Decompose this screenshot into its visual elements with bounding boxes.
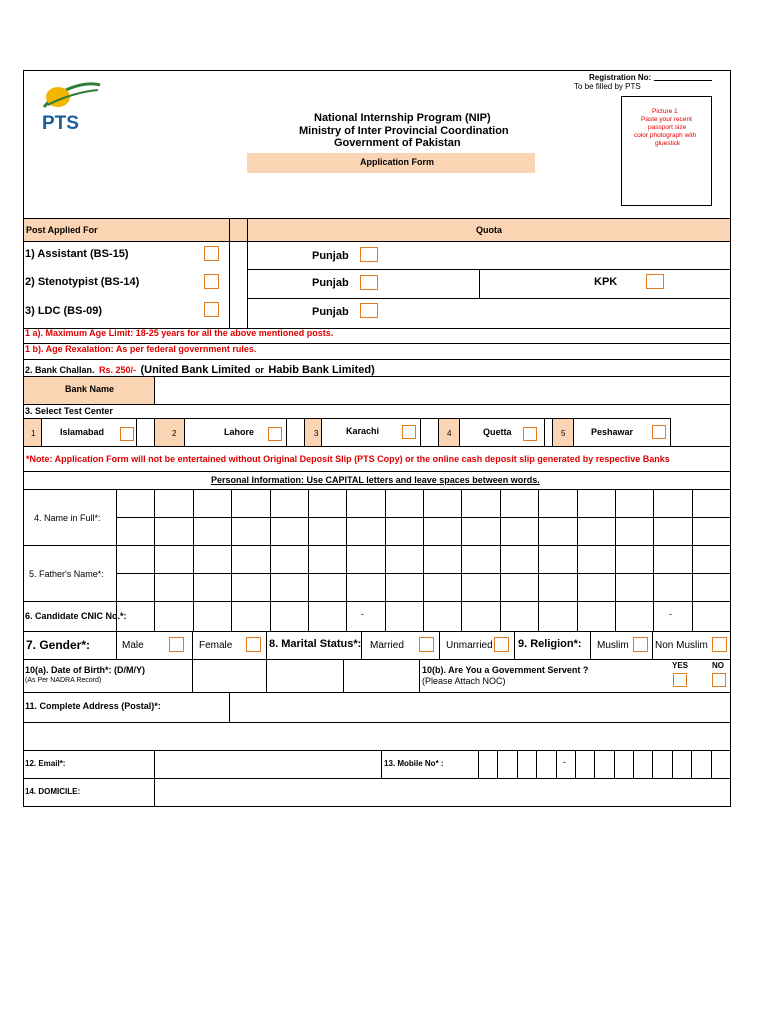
bank-challan-prefix: 2. Bank Challan.: [25, 365, 95, 375]
post-assistant-label: 1) Assistant (BS-15): [25, 248, 129, 260]
cnic-row-char-box[interactable]: [346, 601, 385, 632]
cnic-row-char-box[interactable]: [500, 601, 539, 632]
father-name-row-1-char-box[interactable]: [615, 545, 654, 574]
ministry-title: Ministry of Inter Provincial Coordination: [299, 125, 509, 137]
cnic-row-char-box[interactable]: [538, 601, 577, 632]
name-row-1-char-box[interactable]: [500, 489, 539, 518]
test-center-label: 3. Select Test Center: [25, 406, 113, 416]
post-applied-label: Post Applied For: [26, 225, 98, 235]
father-name-row-2-char-box[interactable]: [692, 573, 731, 602]
religion-non-muslim-checkbox[interactable]: [712, 637, 727, 652]
marital-unmarried-label: Unmarried: [446, 640, 493, 651]
gender-male-checkbox[interactable]: [169, 637, 184, 652]
name-row-2-char-box[interactable]: [653, 517, 692, 546]
father-name-row-2-char-box[interactable]: [154, 573, 193, 602]
center-2-num-cell: [155, 419, 184, 446]
cnic-row-char-box[interactable]: [615, 601, 654, 632]
father-name-row-1-char-box[interactable]: [385, 545, 424, 574]
religion-muslim-checkbox[interactable]: [633, 637, 648, 652]
center-karachi-checkbox[interactable]: [402, 425, 416, 439]
name-row-2-char-box[interactable]: [193, 517, 232, 546]
center-3-name: Karachi: [346, 426, 380, 436]
quota-label: Quota: [476, 225, 502, 235]
mobile-digit-box[interactable]: [633, 750, 653, 778]
father-name-row-2-char-box[interactable]: [653, 573, 692, 602]
program-title: National Internship Program (NIP): [314, 112, 491, 124]
post-ldc-checkbox[interactable]: [204, 302, 219, 317]
name-row-2-char-box[interactable]: [538, 517, 577, 546]
quota-punjab-1-checkbox[interactable]: [360, 247, 378, 262]
mobile-digit-box[interactable]: [672, 750, 692, 778]
marital-status-label: 8. Marital Status*:: [269, 638, 362, 650]
name-row-1-char-box[interactable]: [308, 489, 347, 518]
post-stenotypist-checkbox[interactable]: [204, 274, 219, 289]
bank-challan-banks-b: Habib Bank Limited: [268, 364, 372, 376]
father-name-row-1-char-box[interactable]: [538, 545, 577, 574]
gender-male-label: Male: [122, 640, 144, 651]
logo-text: PTS: [42, 113, 79, 134]
name-row-1-char-box[interactable]: [231, 489, 270, 518]
father-name-label: 5. Father's Name*:: [29, 569, 104, 579]
quota-punjab-2-label: Punjab: [312, 277, 349, 289]
gender-female-label: Female: [199, 640, 233, 651]
name-row-2-char-box[interactable]: [308, 517, 347, 546]
gender-female-checkbox[interactable]: [246, 637, 261, 652]
domicile-field[interactable]: [155, 779, 730, 806]
mobile-digit-box[interactable]: [575, 750, 595, 778]
father-name-row-1-char-box[interactable]: [270, 545, 309, 574]
cnic-row-char-box[interactable]: [577, 601, 616, 632]
center-4-name: Quetta: [483, 427, 512, 437]
name-row-2-char-box[interactable]: [231, 517, 270, 546]
dob-year-field[interactable]: [344, 660, 419, 691]
name-row-1-char-box[interactable]: [270, 489, 309, 518]
address-label: 11. Complete Address (Postal)*:: [25, 701, 161, 711]
father-name-row-2-char-box[interactable]: [193, 573, 232, 602]
father-name-row-2-char-box[interactable]: [116, 573, 155, 602]
post-stenotypist-label: 2) Stenotypist (BS-14): [25, 276, 140, 288]
domicile-label: 14. DOMICILE:: [25, 787, 81, 796]
cnic-dash-1: -: [361, 609, 364, 619]
father-name-row-1-char-box[interactable]: [653, 545, 692, 574]
cnic-label: 6. Candidate CNIC No.*:: [25, 611, 127, 621]
government-title: Government of Pakistan: [334, 137, 461, 149]
father-name-row-2-char-box[interactable]: [538, 573, 577, 602]
father-name-row-1-char-box[interactable]: [231, 545, 270, 574]
cnic-row-char-box[interactable]: [193, 601, 232, 632]
cnic-row-char-box[interactable]: [423, 601, 462, 632]
center-lahore-checkbox[interactable]: [268, 427, 282, 441]
name-label: 4. Name in Full*:: [34, 513, 101, 523]
post-ldc-label: 3) LDC (BS-09): [25, 305, 103, 317]
cnic-row-char-box[interactable]: [385, 601, 424, 632]
name-row-1-char-box[interactable]: [346, 489, 385, 518]
name-row-2-char-box[interactable]: [577, 517, 616, 546]
personal-info-heading: Personal Information: Use CAPITAL letters and leave spaces between words.: [211, 475, 540, 485]
mobile-digit-box[interactable]: [711, 750, 731, 778]
cnic-row-char-box[interactable]: [270, 601, 309, 632]
name-row-1-char-box[interactable]: [577, 489, 616, 518]
center-peshawar-checkbox[interactable]: [652, 425, 666, 439]
father-name-row-2-char-box[interactable]: [385, 573, 424, 602]
center-4-number: 4: [447, 429, 452, 438]
dob-month-field[interactable]: [267, 660, 343, 691]
cnic-row-char-box[interactable]: [116, 601, 155, 632]
bank-challan-amount: Rs. 250/-: [98, 365, 137, 375]
name-row-1-char-box[interactable]: [692, 489, 731, 518]
center-quetta-checkbox[interactable]: [523, 427, 537, 441]
dob-label: 10(a). Date of Birth*: (D/M/Y): [25, 665, 146, 675]
name-row-1-char-box[interactable]: [193, 489, 232, 518]
mobile-digit-box[interactable]: [478, 750, 498, 778]
quota-punjab-3-label: Punjab: [312, 306, 349, 318]
registration-field[interactable]: [654, 80, 712, 81]
name-row-2-char-box[interactable]: [270, 517, 309, 546]
marital-unmarried-checkbox[interactable]: [494, 637, 509, 652]
email-field[interactable]: [155, 751, 381, 777]
govt-no-label: NO: [712, 661, 724, 670]
mobile-digit-box[interactable]: [594, 750, 614, 778]
quota-punjab-1-label: Punjab: [312, 250, 349, 262]
cnic-row-char-box[interactable]: [692, 601, 731, 632]
father-name-row-1-char-box[interactable]: [500, 545, 539, 574]
email-label: 12. Email*:: [25, 759, 66, 768]
father-name-row-1-char-box[interactable]: [461, 545, 500, 574]
quota-kpk-label: KPK: [594, 276, 618, 288]
bank-challan-close: ): [371, 364, 375, 376]
name-row-1-char-box[interactable]: [423, 489, 462, 518]
center-3-num-cell: [305, 419, 321, 446]
name-row-1-char-box[interactable]: [461, 489, 500, 518]
father-name-row-2-char-box[interactable]: [270, 573, 309, 602]
bank-challan-or: or: [254, 365, 264, 375]
father-name-row-1-char-box[interactable]: [577, 545, 616, 574]
mobile-digit-box[interactable]: [614, 750, 634, 778]
mobile-digit-box[interactable]: [691, 750, 711, 778]
center-5-name: Peshawar: [591, 427, 634, 437]
quota-kpk-checkbox[interactable]: [646, 274, 664, 289]
govt-yes-checkbox[interactable]: [673, 673, 687, 687]
photo-instruction-5: gluestick: [655, 140, 681, 147]
father-name-row-2-char-box[interactable]: [577, 573, 616, 602]
marital-married-checkbox[interactable]: [419, 637, 434, 652]
name-row-1-char-box[interactable]: [538, 489, 577, 518]
center-1-number: 1: [31, 429, 36, 438]
father-name-row-2-char-box[interactable]: [615, 573, 654, 602]
center-5-number: 5: [561, 429, 566, 438]
age-relaxation-note: 1 b). Age Rexalation: As per federal government rules.: [25, 344, 257, 354]
age-limit-note: 1 a). Maximum Age Limit: 18-25 years for all the above mentioned posts.: [25, 328, 334, 338]
pts-logo: [40, 75, 110, 137]
father-name-row-1-char-box[interactable]: [154, 545, 193, 574]
mobile-digit-box[interactable]: [536, 750, 556, 778]
name-row-2-char-box[interactable]: [500, 517, 539, 546]
application-form: [23, 70, 731, 807]
form-title: Application Form: [360, 157, 434, 167]
cnic-dash-2: -: [669, 609, 672, 619]
center-2-name: Lahore: [224, 427, 255, 437]
father-name-row-1-char-box[interactable]: [423, 545, 462, 574]
father-name-row-2-char-box[interactable]: [423, 573, 462, 602]
name-row-2-char-box[interactable]: [385, 517, 424, 546]
father-name-row-1-char-box[interactable]: [692, 545, 731, 574]
bank-challan-banks-a: (United Bank Limited: [140, 364, 251, 376]
bank-name-label: Bank Name: [65, 384, 115, 394]
center-islamabad-checkbox[interactable]: [120, 427, 134, 441]
father-name-row-2-char-box[interactable]: [231, 573, 270, 602]
father-name-row-1-char-box[interactable]: [116, 545, 155, 574]
center-2-number: 2: [172, 429, 177, 438]
govt-no-checkbox[interactable]: [712, 673, 726, 687]
mobile-dash: -: [563, 757, 566, 767]
father-name-row-2-char-box[interactable]: [461, 573, 500, 602]
registration-label: Registration No:: [589, 73, 652, 82]
mobile-digit-box[interactable]: [652, 750, 672, 778]
father-name-row-1-char-box[interactable]: [308, 545, 347, 574]
mobile-label: 13. Mobile No* :: [384, 759, 444, 768]
cnic-row-char-box[interactable]: [154, 601, 193, 632]
name-row-2-char-box[interactable]: [346, 517, 385, 546]
govt-servant-note: (Please Attach NOC): [422, 676, 506, 686]
cnic-row-char-box[interactable]: [653, 601, 692, 632]
name-row-1-char-box[interactable]: [116, 489, 155, 518]
address-field-line-2[interactable]: [24, 723, 730, 750]
religion-label: 9. Religion*:: [518, 638, 582, 650]
registration-note: To be filled by PTS: [574, 82, 641, 91]
center-3-number: 3: [314, 429, 319, 438]
father-name-row-1-char-box[interactable]: [346, 545, 385, 574]
father-name-row-1-char-box[interactable]: [193, 545, 232, 574]
name-row-1-char-box[interactable]: [615, 489, 654, 518]
gender-label: 7. Gender*:: [26, 638, 91, 652]
quota-punjab-3-checkbox[interactable]: [360, 303, 378, 318]
name-row-2-char-box[interactable]: [615, 517, 654, 546]
name-row-2-char-box[interactable]: [116, 517, 155, 546]
center-1-name: Islamabad: [60, 427, 105, 437]
bank-name-field[interactable]: [155, 377, 730, 404]
marital-married-label: Married: [370, 640, 404, 651]
cnic-row-char-box[interactable]: [308, 601, 347, 632]
address-field-line-1[interactable]: [230, 693, 730, 722]
name-row-1-char-box[interactable]: [385, 489, 424, 518]
mobile-digit-box[interactable]: [556, 750, 576, 778]
govt-servant-label: 10(b). Are You a Government Servent ?: [422, 665, 589, 675]
photo-instruction-1: Picture 1: [652, 108, 678, 115]
mobile-digit-box[interactable]: [517, 750, 537, 778]
name-row-2-char-box[interactable]: [692, 517, 731, 546]
dob-day-field[interactable]: [193, 660, 266, 691]
name-row-2-char-box[interactable]: [154, 517, 193, 546]
post-header-bar: [24, 219, 730, 241]
deposit-slip-note: *Note: Application Form will not be entertained without Original Deposit Slip (PTS Copy) or the online cash deposit slip generated by respective Banks: [26, 454, 670, 464]
pts-logo-icon: [40, 75, 110, 115]
father-name-row-2-char-box[interactable]: [308, 573, 347, 602]
cnic-row-char-box[interactable]: [461, 601, 500, 632]
name-row-1-char-box[interactable]: [154, 489, 193, 518]
name-row-1-char-box[interactable]: [653, 489, 692, 518]
mobile-digit-box[interactable]: [497, 750, 517, 778]
father-name-row-2-char-box[interactable]: [500, 573, 539, 602]
dob-note: (As Per NADRA Record): [25, 677, 102, 684]
name-row-2-char-box[interactable]: [461, 517, 500, 546]
govt-yes-label: YES: [672, 661, 689, 670]
cnic-row-char-box[interactable]: [231, 601, 270, 632]
photo-instruction-3: passport size: [648, 124, 687, 131]
photo-instruction-2: Paste your recent: [641, 116, 692, 123]
quota-punjab-2-checkbox[interactable]: [360, 275, 378, 290]
religion-non-muslim-label: Non Muslim: [655, 640, 708, 651]
religion-muslim-label: Muslim: [597, 640, 629, 651]
photo-instruction-4: color photograph with: [634, 132, 697, 139]
father-name-row-2-char-box[interactable]: [346, 573, 385, 602]
name-row-2-char-box[interactable]: [423, 517, 462, 546]
post-assistant-checkbox[interactable]: [204, 246, 219, 261]
